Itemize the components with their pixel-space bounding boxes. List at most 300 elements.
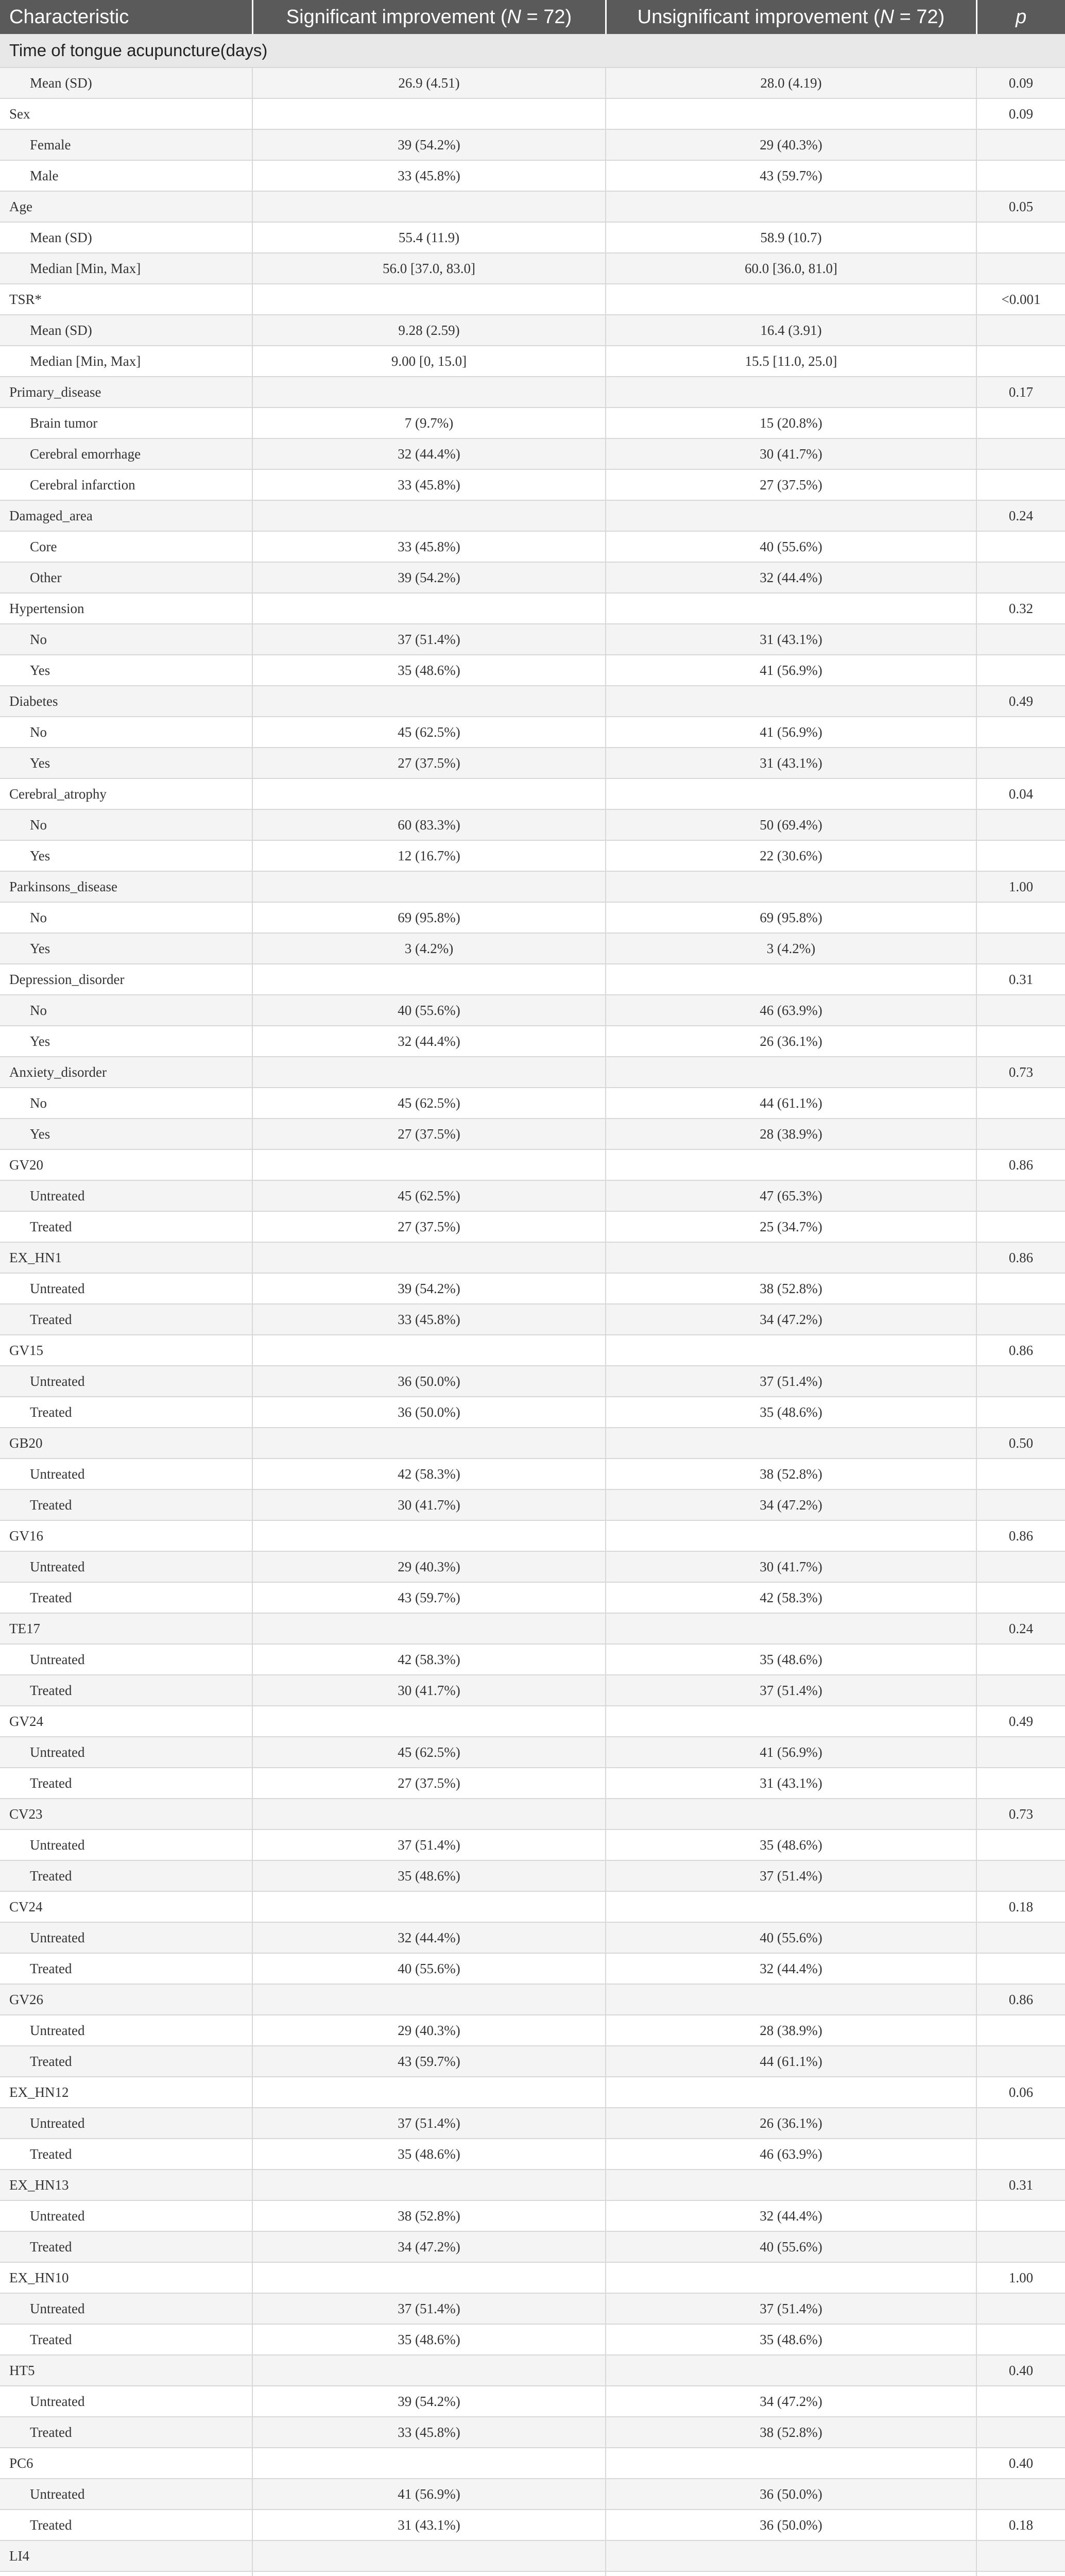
table-row [0, 593, 1065, 624]
table-row [0, 2355, 1065, 2386]
p-value-cell [976, 1768, 1065, 1799]
p-value-cell: 0.32 [976, 593, 1065, 624]
unsignificant-cell [606, 2355, 976, 2386]
row-label: Untreated [0, 2200, 252, 2231]
table-row [0, 2417, 1065, 2448]
unsignificant-cell: 38 (52.8%) [606, 2417, 976, 2448]
table-row [0, 438, 1065, 469]
row-label: Untreated [0, 2015, 252, 2046]
header-significant-n-symbol: N [507, 6, 521, 28]
unsignificant-cell: 43 (59.7%) [606, 160, 976, 191]
table-row [0, 1675, 1065, 1706]
table-row [0, 624, 1065, 655]
row-label: Treated [0, 1860, 252, 1891]
unsignificant-cell: 31 (43.1%) [606, 748, 976, 778]
p-value-cell [976, 2200, 1065, 2231]
row-label [0, 2571, 252, 2576]
unsignificant-cell: 34 (47.2%) [606, 2386, 976, 2417]
p-value-cell [976, 2479, 1065, 2510]
row-label: GV16 [0, 1520, 252, 1551]
table-row [0, 2200, 1065, 2231]
unsignificant-cell: 22 (30.6%) [606, 840, 976, 871]
unsignificant-cell: 29 (40.3%) [606, 129, 976, 160]
p-value-cell [976, 1118, 1065, 1149]
significant-cell: 33 (45.8%) [252, 1304, 606, 1335]
p-value-cell [976, 1366, 1065, 1397]
significant-cell [252, 2540, 606, 2571]
unsignificant-cell: 60.0 [36.0, 81.0] [606, 253, 976, 284]
table-row [0, 2262, 1065, 2293]
row-label: Median [Min, Max] [0, 346, 252, 377]
table-row [0, 2170, 1065, 2200]
significant-cell: 38 (52.8%) [252, 2200, 606, 2231]
unsignificant-cell: 25 (34.7%) [606, 1211, 976, 1242]
table-row [0, 2077, 1065, 2108]
significant-cell: 39 (54.2%) [252, 2386, 606, 2417]
table-row [0, 1489, 1065, 1520]
unsignificant-cell: 26 (36.1%) [606, 1026, 976, 1057]
row-label: Anxiety_disorder [0, 1057, 252, 1088]
unsignificant-cell: 42 (58.3%) [606, 1582, 976, 1613]
significant-cell [252, 1335, 606, 1366]
significant-cell: 37 (51.4%) [252, 2293, 606, 2324]
row-label: Treated [0, 2139, 252, 2170]
significant-cell: 30 (41.7%) [252, 1675, 606, 1706]
row-label: Diabetes [0, 686, 252, 717]
p-value-cell: 0.18 [976, 2510, 1065, 2540]
table-row [0, 222, 1065, 253]
significant-cell: 55.4 (11.9) [252, 222, 606, 253]
p-value-cell [976, 1644, 1065, 1675]
unsignificant-cell [606, 2170, 976, 2200]
table-row [0, 840, 1065, 871]
significant-cell [252, 871, 606, 902]
row-label: Male [0, 160, 252, 191]
table-row [0, 2479, 1065, 2510]
unsignificant-cell: 32 (44.4%) [606, 562, 976, 593]
unsignificant-cell: 28 (38.9%) [606, 2015, 976, 2046]
unsignificant-cell: 40 (55.6%) [606, 2231, 976, 2262]
row-label: PC6 [0, 2448, 252, 2479]
p-value-cell [976, 2417, 1065, 2448]
p-value-cell: 0.24 [976, 1613, 1065, 1644]
p-value-cell: 0.40 [976, 2355, 1065, 2386]
unsignificant-cell: 26 (36.1%) [606, 2108, 976, 2139]
row-label: Treated [0, 1397, 252, 1428]
table-row [0, 1118, 1065, 1149]
significant-cell: 36 (50.0%) [252, 1366, 606, 1397]
p-value-cell [976, 655, 1065, 686]
row-label: Cerebral emorrhage [0, 438, 252, 469]
unsignificant-cell [606, 1057, 976, 1088]
table-row [0, 531, 1065, 562]
row-label: Untreated [0, 1829, 252, 1860]
unsignificant-cell: 28 (38.9%) [606, 1118, 976, 1149]
unsignificant-cell [606, 98, 976, 129]
significant-cell [252, 377, 606, 408]
unsignificant-cell: 38 (52.8%) [606, 1459, 976, 1489]
table-row [0, 469, 1065, 500]
row-label: CV23 [0, 1799, 252, 1829]
table-row [0, 1799, 1065, 1829]
row-label: EX_HN1 [0, 1242, 252, 1273]
unsignificant-cell [606, 1799, 976, 1829]
unsignificant-cell [606, 191, 976, 222]
table-row [0, 1180, 1065, 1211]
p-value-cell [976, 315, 1065, 346]
table-row [0, 902, 1065, 933]
table-row [0, 129, 1065, 160]
significant-cell [252, 284, 606, 315]
table-row [0, 160, 1065, 191]
unsignificant-cell: 27 (37.5%) [606, 469, 976, 500]
significant-cell [252, 1242, 606, 1273]
p-value-cell [976, 1582, 1065, 1613]
table-row [0, 1953, 1065, 1984]
row-label: Untreated [0, 1737, 252, 1768]
header-significant-n-prefix: ( [500, 6, 507, 28]
table-row [0, 253, 1065, 284]
row-label: Untreated [0, 2386, 252, 2417]
significant-cell: 34 (47.2%) [252, 2231, 606, 2262]
unsignificant-cell: 16.4 (3.91) [606, 315, 976, 346]
significant-cell: 32 (44.4%) [252, 1922, 606, 1953]
unsignificant-cell: 31 (43.1%) [606, 1768, 976, 1799]
unsignificant-cell: 37 (51.4%) [606, 1860, 976, 1891]
unsignificant-cell [606, 2077, 976, 2108]
significant-cell: 33 (45.8%) [252, 160, 606, 191]
p-value-cell [976, 408, 1065, 438]
significant-cell: 30 (41.7%) [252, 1489, 606, 1520]
row-label: No [0, 624, 252, 655]
table-row [0, 809, 1065, 840]
p-value-cell [976, 1829, 1065, 1860]
row-label: Untreated [0, 2293, 252, 2324]
unsignificant-cell: 37 (51.4%) [606, 1366, 976, 1397]
p-value-cell [976, 995, 1065, 1026]
significant-cell [252, 2355, 606, 2386]
table-row [0, 717, 1065, 748]
header-unsignificant-n-symbol: N [880, 6, 895, 28]
unsignificant-cell: 32 (44.4%) [606, 2200, 976, 2231]
table-row [0, 1304, 1065, 1335]
table-row [0, 2448, 1065, 2479]
unsignificant-cell: 37 (51.4%) [606, 1675, 976, 1706]
unsignificant-cell: 41 (56.9%) [606, 655, 976, 686]
unsignificant-cell: 46 (63.9%) [606, 995, 976, 1026]
significant-cell: 26.9 (4.51) [252, 67, 606, 98]
p-value-cell: 0.17 [976, 377, 1065, 408]
row-label: Treated [0, 1489, 252, 1520]
p-value-cell [976, 2015, 1065, 2046]
significant-cell: 40 (55.6%) [252, 995, 606, 1026]
significant-cell: 32 (44.4%) [252, 1026, 606, 1057]
p-value-cell [976, 1737, 1065, 1768]
unsignificant-cell: 44 (61.1%) [606, 2046, 976, 2077]
p-value-cell: 0.86 [976, 1149, 1065, 1180]
row-label: Untreated [0, 1366, 252, 1397]
table-row [0, 1428, 1065, 1459]
p-value-cell [976, 2293, 1065, 2324]
table-row [0, 1551, 1065, 1582]
header-unsignificant [606, 0, 976, 34]
significant-cell: 29 (40.3%) [252, 2015, 606, 2046]
row-label: Cerebral_atrophy [0, 778, 252, 809]
unsignificant-cell [606, 1149, 976, 1180]
significant-cell: 9.28 (2.59) [252, 315, 606, 346]
row-label: EX_HN10 [0, 2262, 252, 2293]
p-value-cell: 0.86 [976, 1242, 1065, 1273]
row-label: EX_HN12 [0, 2077, 252, 2108]
p-value-cell [976, 1088, 1065, 1118]
row-label: Untreated [0, 1180, 252, 1211]
p-value-cell: 0.06 [976, 2077, 1065, 2108]
p-value-cell: 0.09 [976, 67, 1065, 98]
p-value-cell [976, 2540, 1065, 2571]
table-row [0, 408, 1065, 438]
unsignificant-cell [606, 871, 976, 902]
significant-cell: 37 (51.4%) [252, 1829, 606, 1860]
significant-cell [252, 1891, 606, 1922]
unsignificant-cell: 35 (48.6%) [606, 1829, 976, 1860]
p-value-cell [976, 809, 1065, 840]
p-value-cell [976, 469, 1065, 500]
unsignificant-cell: 36 (50.0%) [606, 2479, 976, 2510]
row-label: No [0, 995, 252, 1026]
p-value-cell [976, 933, 1065, 964]
significant-cell: 33 (45.8%) [252, 469, 606, 500]
unsignificant-cell: 40 (55.6%) [606, 1922, 976, 1953]
significant-cell: 42 (58.3%) [252, 1644, 606, 1675]
significant-cell: 33 (45.8%) [252, 2417, 606, 2448]
table-row [0, 191, 1065, 222]
table-row [0, 67, 1065, 98]
unsignificant-cell [606, 377, 976, 408]
row-label: Untreated [0, 1273, 252, 1304]
row-label: Mean (SD) [0, 67, 252, 98]
unsignificant-cell [606, 1613, 976, 1644]
row-label: Yes [0, 1026, 252, 1057]
p-value-cell [976, 2231, 1065, 2262]
p-value-cell: 0.31 [976, 2170, 1065, 2200]
unsignificant-cell [606, 1891, 976, 1922]
row-label: TSR* [0, 284, 252, 315]
significant-cell: 39 (54.2%) [252, 1273, 606, 1304]
unsignificant-cell [606, 593, 976, 624]
significant-cell [252, 686, 606, 717]
row-label: GV20 [0, 1149, 252, 1180]
table-row [0, 2108, 1065, 2139]
row-label: Damaged_area [0, 500, 252, 531]
row-label: Yes [0, 1118, 252, 1149]
p-value-cell [976, 902, 1065, 933]
p-value-cell [976, 1397, 1065, 1428]
table-row [0, 1273, 1065, 1304]
p-value-cell: 1.00 [976, 2262, 1065, 2293]
table-row [0, 1242, 1065, 1273]
significant-cell: 27 (37.5%) [252, 748, 606, 778]
table-row [0, 500, 1065, 531]
row-label: GB20 [0, 1428, 252, 1459]
row-label: Treated [0, 2046, 252, 2077]
significant-cell: 37 (51.4%) [252, 2108, 606, 2139]
significant-cell: 27 (37.5%) [252, 1211, 606, 1242]
p-value-cell [976, 717, 1065, 748]
significant-cell: 60 (83.3%) [252, 809, 606, 840]
table-row [0, 1211, 1065, 1242]
p-value-cell [976, 222, 1065, 253]
significant-cell: 35 (48.6%) [252, 2139, 606, 2170]
unsignificant-cell [606, 2571, 976, 2576]
table-row [0, 1922, 1065, 1953]
p-value-cell [976, 160, 1065, 191]
row-label: Mean (SD) [0, 315, 252, 346]
unsignificant-cell: 30 (41.7%) [606, 1551, 976, 1582]
unsignificant-cell [606, 1242, 976, 1273]
p-value-cell [976, 129, 1065, 160]
table-row [0, 315, 1065, 346]
row-label: Untreated [0, 2479, 252, 2510]
row-label: Untreated [0, 1644, 252, 1675]
row-label: GV15 [0, 1335, 252, 1366]
table-row [0, 1768, 1065, 1799]
significant-cell [252, 778, 606, 809]
p-value-cell: 0.05 [976, 191, 1065, 222]
header-characteristic: Characteristic [0, 0, 252, 34]
table-row [0, 2510, 1065, 2540]
significant-cell: 3 (4.2%) [252, 933, 606, 964]
table-row [0, 686, 1065, 717]
row-label: Other [0, 562, 252, 593]
p-value-cell [976, 438, 1065, 469]
row-label: Yes [0, 655, 252, 686]
significant-cell [252, 593, 606, 624]
significant-cell: 35 (48.6%) [252, 2324, 606, 2355]
p-value-cell [976, 2046, 1065, 2077]
unsignificant-cell: 47 (65.3%) [606, 1180, 976, 1211]
p-value-cell [976, 562, 1065, 593]
significant-cell [252, 964, 606, 995]
unsignificant-cell: 41 (56.9%) [606, 717, 976, 748]
significant-cell [252, 1984, 606, 2015]
significant-cell: 45 (62.5%) [252, 1180, 606, 1211]
row-label: Cerebral infarction [0, 469, 252, 500]
p-value-cell: 0.04 [976, 778, 1065, 809]
table-row [0, 1706, 1065, 1737]
table-body [0, 34, 1065, 2576]
p-value-cell [976, 2108, 1065, 2139]
significant-cell: 31 (43.1%) [252, 2510, 606, 2540]
header-significant-n-value: = 72) [521, 6, 572, 28]
significant-cell [252, 1428, 606, 1459]
p-value-cell: 0.73 [976, 1057, 1065, 1088]
header-unsignificant-n-value: = 72) [894, 6, 945, 28]
p-value-cell: 0.86 [976, 1335, 1065, 1366]
table-row [0, 377, 1065, 408]
unsignificant-cell [606, 1984, 976, 2015]
unsignificant-cell: 34 (47.2%) [606, 1489, 976, 1520]
row-label: Yes [0, 840, 252, 871]
unsignificant-cell: 69 (95.8%) [606, 902, 976, 933]
unsignificant-cell: 41 (56.9%) [606, 1737, 976, 1768]
significant-cell: 39 (54.2%) [252, 129, 606, 160]
significant-cell: 33 (45.8%) [252, 531, 606, 562]
row-label: Treated [0, 2231, 252, 2262]
header-significant-label: Significant improvement [286, 6, 495, 28]
table-row [0, 1335, 1065, 1366]
table-header-row [0, 0, 1065, 34]
unsignificant-cell: 36 (50.0%) [606, 2510, 976, 2540]
table-row [0, 1459, 1065, 1489]
unsignificant-cell: 32 (44.4%) [606, 1953, 976, 1984]
p-value-cell [976, 840, 1065, 871]
significant-cell: 39 (54.2%) [252, 562, 606, 593]
table-row [0, 1088, 1065, 1118]
row-label: Treated [0, 1675, 252, 1706]
unsignificant-cell [606, 2262, 976, 2293]
row-label: EX_HN13 [0, 2170, 252, 2200]
row-label: Treated [0, 1768, 252, 1799]
p-value-cell: 0.40 [976, 2448, 1065, 2479]
unsignificant-cell: 40 (55.6%) [606, 531, 976, 562]
row-label: Sex [0, 98, 252, 129]
p-value-cell [976, 1489, 1065, 1520]
table-row [0, 2139, 1065, 2170]
table-row [0, 2540, 1065, 2571]
significant-cell [252, 1057, 606, 1088]
p-value-cell: 1.00 [976, 871, 1065, 902]
table-row [0, 2324, 1065, 2355]
row-label: Hypertension [0, 593, 252, 624]
table-row [0, 964, 1065, 995]
table-row [0, 2571, 1065, 2576]
p-value-cell [976, 1922, 1065, 1953]
significant-cell: 69 (95.8%) [252, 902, 606, 933]
row-label: Treated [0, 2417, 252, 2448]
significant-cell: 56.0 [37.0, 83.0] [252, 253, 606, 284]
unsignificant-cell [606, 1428, 976, 1459]
p-value-cell [976, 1026, 1065, 1057]
p-value-cell [976, 624, 1065, 655]
unsignificant-cell: 15.5 [11.0, 25.0] [606, 346, 976, 377]
table-row [0, 1057, 1065, 1088]
table-row [0, 1397, 1065, 1428]
row-label: HT5 [0, 2355, 252, 2386]
p-value-cell: 0.09 [976, 98, 1065, 129]
significant-cell [252, 2571, 606, 2576]
row-label: Treated [0, 1211, 252, 1242]
significant-cell: 45 (62.5%) [252, 1737, 606, 1768]
table-row [0, 1582, 1065, 1613]
significant-cell [252, 191, 606, 222]
table-row [0, 871, 1065, 902]
row-label: Female [0, 129, 252, 160]
significant-cell: 27 (37.5%) [252, 1768, 606, 1799]
p-value-cell [976, 1180, 1065, 1211]
significant-cell [252, 1520, 606, 1551]
unsignificant-cell [606, 778, 976, 809]
unsignificant-cell: 35 (48.6%) [606, 2324, 976, 2355]
row-label: Brain tumor [0, 408, 252, 438]
row-label: TE17 [0, 1613, 252, 1644]
row-label: Median [Min, Max] [0, 253, 252, 284]
p-value-cell [976, 2139, 1065, 2170]
p-value-cell: 0.18 [976, 1891, 1065, 1922]
significant-cell: 35 (48.6%) [252, 655, 606, 686]
unsignificant-cell: 38 (52.8%) [606, 1273, 976, 1304]
p-value-cell [976, 253, 1065, 284]
unsignificant-cell: 37 (51.4%) [606, 2293, 976, 2324]
